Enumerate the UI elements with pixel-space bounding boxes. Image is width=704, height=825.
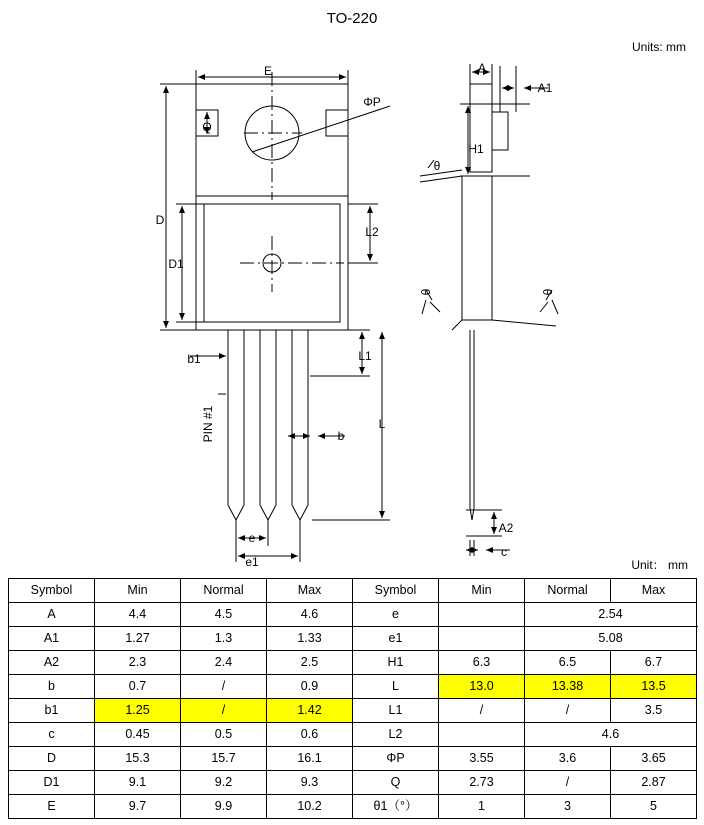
table-cell-symbol: c xyxy=(9,723,95,747)
table-row xyxy=(9,771,697,795)
table-cell-value: 13.0 xyxy=(439,675,525,699)
table-cell-value: 6.3 xyxy=(439,651,525,675)
table-cell-value: 16.1 xyxy=(267,747,353,771)
table-row xyxy=(9,675,697,699)
table-cell-value: / xyxy=(181,699,267,723)
table-cell-value: 2.5 xyxy=(267,651,353,675)
table-cell-value xyxy=(439,723,525,747)
table-cell-value: 4.6 xyxy=(267,603,353,627)
table-cell-value: 1 xyxy=(439,795,525,819)
table-cell-symbol: e1 xyxy=(353,627,439,651)
table-cell-value: 0.5 xyxy=(181,723,267,747)
table-cell-value: 3.55 xyxy=(439,747,525,771)
table-cell-value: 9.3 xyxy=(267,771,353,795)
page-title: TO-220 xyxy=(326,10,378,27)
table-cell-value: 2.54 xyxy=(525,603,697,627)
label-pin1: PIN #1 xyxy=(201,405,215,443)
label-b1: b1 xyxy=(187,352,201,366)
label-c: c xyxy=(501,545,507,559)
table-cell-symbol: A2 xyxy=(9,651,95,675)
table-cell-symbol: A1 xyxy=(9,627,95,651)
dimension-table-wrapper xyxy=(8,578,696,819)
table-cell-value: 9.1 xyxy=(95,771,181,795)
table-cell-value: / xyxy=(525,771,611,795)
table-cell-value: 4.5 xyxy=(181,603,267,627)
label-e: e xyxy=(248,531,256,545)
table-cell-symbol: Q xyxy=(353,771,439,795)
table-cell-value xyxy=(439,603,525,627)
table-header-row xyxy=(9,579,697,603)
label-L1: L1 xyxy=(358,349,372,363)
table-row xyxy=(9,603,697,627)
table-cell-value: 0.7 xyxy=(95,675,181,699)
table-cell-value: 13.5 xyxy=(611,675,697,699)
table-cell-value: 4.6 xyxy=(525,723,697,747)
table-cell-value xyxy=(439,627,525,651)
label-D1: D1 xyxy=(168,257,184,271)
table-cell-value: 5.08 xyxy=(525,627,697,651)
table-cell-value: / xyxy=(525,699,611,723)
table-cell-value: 3.6 xyxy=(525,747,611,771)
label-A1: A1 xyxy=(537,81,553,95)
col-header-symbol-right: Symbol xyxy=(353,579,439,603)
label-A: A xyxy=(477,61,487,75)
table-cell-value: 9.7 xyxy=(95,795,181,819)
col-header-min-right: Min xyxy=(439,579,525,603)
label-theta-right: θ xyxy=(541,288,555,296)
table-row xyxy=(9,747,697,771)
table-cell-value: 3 xyxy=(525,795,611,819)
table-cell-value: 9.2 xyxy=(181,771,267,795)
table-row xyxy=(9,627,697,651)
table-cell-value: 1.3 xyxy=(181,627,267,651)
table-cell-symbol: b1 xyxy=(9,699,95,723)
units-note-bottom: Unit： mm xyxy=(631,558,688,572)
table-row xyxy=(9,723,697,747)
table-cell-value: 10.2 xyxy=(267,795,353,819)
table-cell-value: 0.45 xyxy=(95,723,181,747)
table-cell-value: 1.27 xyxy=(95,627,181,651)
dimension-table-body xyxy=(9,603,697,819)
table-cell-value: 15.7 xyxy=(181,747,267,771)
table-cell-value: 3.65 xyxy=(611,747,697,771)
label-H1: H1 xyxy=(468,142,484,156)
table-cell-value: 4.4 xyxy=(95,603,181,627)
table-cell-symbol: e xyxy=(353,603,439,627)
table-cell-symbol: L2 xyxy=(353,723,439,747)
table-row xyxy=(9,795,697,819)
table-cell-value: 1.25 xyxy=(95,699,181,723)
col-header-normal-left: Normal xyxy=(181,579,267,603)
table-cell-symbol: A xyxy=(9,603,95,627)
table-cell-symbol: D1 xyxy=(9,771,95,795)
table-cell-symbol: D xyxy=(9,747,95,771)
label-L: L xyxy=(378,417,386,431)
table-row xyxy=(9,651,697,675)
table-cell-value: / xyxy=(439,699,525,723)
table-cell-symbol: b xyxy=(9,675,95,699)
label-D: D xyxy=(155,213,165,227)
col-header-max-right: Max xyxy=(611,579,697,603)
table-cell-value: 3.5 xyxy=(611,699,697,723)
table-cell-value: / xyxy=(181,675,267,699)
table-cell-value: 1.42 xyxy=(267,699,353,723)
table-cell-value: 1.33 xyxy=(267,627,353,651)
col-header-min-left: Min xyxy=(95,579,181,603)
col-header-symbol-left: Symbol xyxy=(9,579,95,603)
label-e1: e1 xyxy=(245,555,259,569)
table-cell-value: 5 xyxy=(611,795,697,819)
table-cell-value: 15.3 xyxy=(95,747,181,771)
table-cell-symbol: E xyxy=(9,795,95,819)
table-cell-value: 9.9 xyxy=(181,795,267,819)
label-Q: Q xyxy=(202,120,212,134)
table-cell-value: 2.87 xyxy=(611,771,697,795)
table-cell-symbol: ΦP xyxy=(353,747,439,771)
label-b: b xyxy=(337,429,345,443)
table-cell-value: 13.38 xyxy=(525,675,611,699)
label-E: E xyxy=(263,64,273,78)
table-cell-value: 2.73 xyxy=(439,771,525,795)
table-cell-symbol: H1 xyxy=(353,651,439,675)
col-header-max-left: Max xyxy=(267,579,353,603)
label-L2: L2 xyxy=(365,225,379,239)
units-note-top: Units: mm xyxy=(632,40,686,54)
table-cell-value: 6.7 xyxy=(611,651,697,675)
table-cell-symbol: L1 xyxy=(353,699,439,723)
table-cell-value: 6.5 xyxy=(525,651,611,675)
table-cell-value: 2.4 xyxy=(181,651,267,675)
label-A2: A2 xyxy=(498,521,514,535)
col-header-normal-right: Normal xyxy=(525,579,611,603)
label-theta-left: θ xyxy=(419,288,433,296)
table-cell-value: 0.9 xyxy=(267,675,353,699)
dimension-table xyxy=(8,578,697,819)
table-cell-value: 0.6 xyxy=(267,723,353,747)
label-theta-top: θ xyxy=(433,159,441,173)
table-cell-value: 2.3 xyxy=(95,651,181,675)
label-phiP: ΦP xyxy=(363,95,381,109)
table-cell-symbol: θ1（°） xyxy=(353,795,439,819)
table-cell-symbol: L xyxy=(353,675,439,699)
table-row xyxy=(9,699,697,723)
